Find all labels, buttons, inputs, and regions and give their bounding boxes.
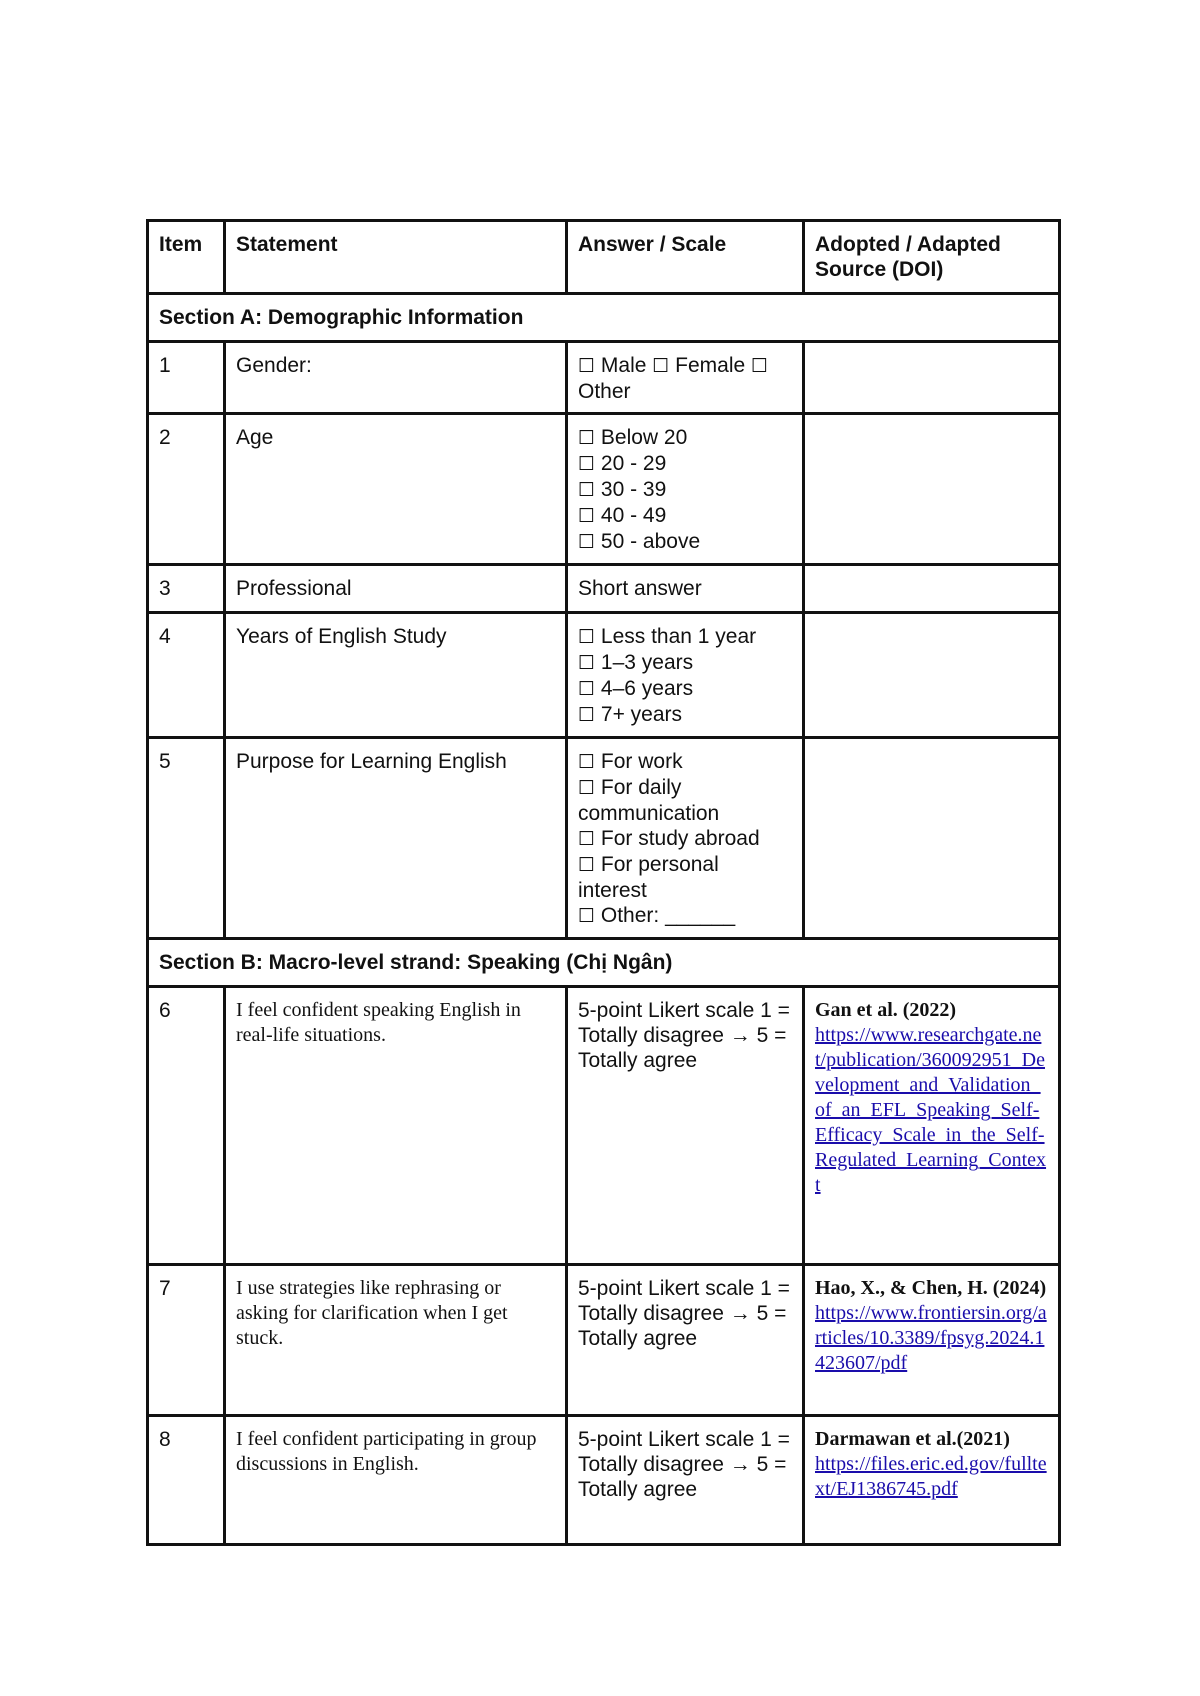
answer-options [567, 738, 804, 939]
checkbox-icon[interactable]: ☐ [578, 704, 596, 726]
source-cell [804, 1265, 1060, 1416]
checkbox-option[interactable] [578, 503, 792, 529]
source-citation: Darmawan et al.(2021) [815, 1428, 1010, 1450]
item-number: 3 [148, 565, 225, 613]
option-label: For study abroad [600, 827, 760, 850]
checkbox-icon[interactable]: ☐ [578, 828, 596, 850]
questionnaire-page [146, 219, 1058, 1546]
checkbox-icon[interactable]: ☐ [578, 905, 596, 927]
item-number: 2 [148, 414, 225, 565]
source-cell [804, 414, 1060, 565]
source-link[interactable]: https://www.frontiersin.org/articles/10.3389/fpsyg.2024.1423607/pdf [815, 1302, 1047, 1374]
likert-scale: 5-point Likert scale 1 = Totally disagree → 5 = Totally agree [567, 987, 804, 1265]
option-label: 50 - above [600, 530, 701, 553]
statement: I feel confident participating in group discussions in English. [225, 1416, 567, 1545]
checkbox-option[interactable] [578, 425, 792, 451]
item-number: 5 [148, 738, 225, 939]
checkbox-icon[interactable]: ☐ [578, 652, 596, 674]
option-label: Female [675, 354, 746, 377]
statement: Gender: [225, 342, 567, 414]
answer-options [567, 414, 804, 565]
checkbox-icon[interactable]: ☐ [578, 427, 596, 449]
checkbox-icon[interactable]: ☐ [578, 751, 596, 773]
likert-scale: 5-point Likert scale 1 = Totally disagree → 5 = Totally agree [567, 1265, 804, 1416]
checkbox-option[interactable] [578, 676, 792, 702]
source-citation: Gan et al. (2022) [815, 999, 957, 1021]
checkbox-option[interactable] [578, 477, 792, 503]
table-header-row [148, 221, 1060, 294]
statement: Professional [225, 565, 567, 613]
checkbox-option[interactable] [578, 903, 792, 929]
statement: I feel confident speaking English in real-life situations. [225, 987, 567, 1265]
item-number: 7 [148, 1265, 225, 1416]
statement: I use strategies like rephrasing or asking for clarification when I get stuck. [225, 1265, 567, 1416]
table-row [148, 987, 1060, 1265]
option-label: Other: ______ [600, 904, 736, 927]
source-cell [804, 342, 1060, 414]
option-label: Below 20 [600, 426, 688, 449]
checkbox-icon[interactable]: ☐ [578, 355, 596, 377]
header-source: Adopted / Adapted Source (DOI) [804, 221, 1060, 294]
checkbox-icon[interactable]: ☐ [578, 777, 596, 799]
item-number: 4 [148, 613, 225, 738]
header-item: Item [148, 221, 225, 294]
header-answer-scale: Answer / Scale [567, 221, 804, 294]
option-label: For work [600, 750, 683, 773]
source-cell [804, 738, 1060, 939]
checkbox-option[interactable] [578, 451, 792, 477]
source-cell [804, 1416, 1060, 1545]
checkbox-option[interactable] [578, 852, 792, 903]
checkbox-option[interactable] [578, 775, 792, 826]
option-label: 20 - 29 [600, 452, 667, 475]
short-answer-field[interactable]: Short answer [567, 565, 804, 613]
checkbox-option[interactable] [578, 749, 792, 775]
option-label: 4–6 years [600, 677, 694, 700]
source-cell [804, 613, 1060, 738]
checkbox-option[interactable] [578, 826, 792, 852]
option-label: 1–3 years [600, 651, 694, 674]
checkbox-icon[interactable]: ☐ [652, 355, 670, 377]
table-row [148, 1265, 1060, 1416]
table-row [148, 342, 1060, 414]
source-cell [804, 987, 1060, 1265]
header-statement: Statement [225, 221, 567, 294]
checkbox-option[interactable] [578, 624, 792, 650]
section-b-row [148, 939, 1060, 987]
section-a-row [148, 294, 1060, 342]
option-label: Other [578, 380, 631, 403]
item-number: 8 [148, 1416, 225, 1545]
table-row [148, 738, 1060, 939]
item-number: 6 [148, 987, 225, 1265]
statement: Years of English Study [225, 613, 567, 738]
likert-scale: 5-point Likert scale 1 = Totally disagree → 5 = Totally agree [567, 1416, 804, 1545]
option-label: Male [600, 354, 647, 377]
source-link[interactable]: https://www.researchgate.net/publication/360092951_Development_and_Validation_of_an_EFL_Speaking_Self-Efficacy_Scale_in_the_Self-Regulated_Learning_Context [815, 1024, 1047, 1196]
option-label: For daily communication [578, 776, 720, 825]
questionnaire-table [146, 219, 1061, 1546]
statement: Purpose for Learning English [225, 738, 567, 939]
option-label: 40 - 49 [600, 504, 667, 527]
checkbox-option[interactable] [578, 702, 792, 728]
source-citation: Hao, X., & Chen, H. (2024) [815, 1277, 1047, 1299]
answer-options [567, 342, 804, 414]
checkbox-option[interactable] [578, 529, 792, 555]
statement: Age [225, 414, 567, 565]
section-a-title: Section A: Demographic Information [148, 294, 1060, 342]
checkbox-icon[interactable]: ☐ [578, 453, 596, 475]
table-row [148, 1416, 1060, 1545]
checkbox-icon[interactable]: ☐ [578, 479, 596, 501]
option-label: 7+ years [600, 703, 683, 726]
source-cell [804, 565, 1060, 613]
table-row [148, 414, 1060, 565]
option-label: 30 - 39 [600, 478, 667, 501]
checkbox-icon[interactable]: ☐ [578, 626, 596, 648]
answer-options [567, 613, 804, 738]
item-number: 1 [148, 342, 225, 414]
checkbox-option[interactable] [578, 650, 792, 676]
table-row [148, 565, 1060, 613]
checkbox-icon[interactable]: ☐ [578, 531, 596, 553]
section-b-title: Section B: Macro-level strand: Speaking (Chị Ngân) [148, 939, 1060, 987]
checkbox-icon[interactable]: ☐ [578, 505, 596, 527]
option-label: For personal interest [578, 853, 719, 902]
checkbox-icon[interactable]: ☐ [751, 355, 769, 377]
checkbox-icon[interactable]: ☐ [578, 678, 596, 700]
source-link[interactable]: https://files.eric.ed.gov/fulltext/EJ1386745.pdf [815, 1453, 1047, 1500]
option-label: Less than 1 year [600, 625, 757, 648]
table-row [148, 613, 1060, 738]
checkbox-icon[interactable]: ☐ [578, 854, 596, 876]
